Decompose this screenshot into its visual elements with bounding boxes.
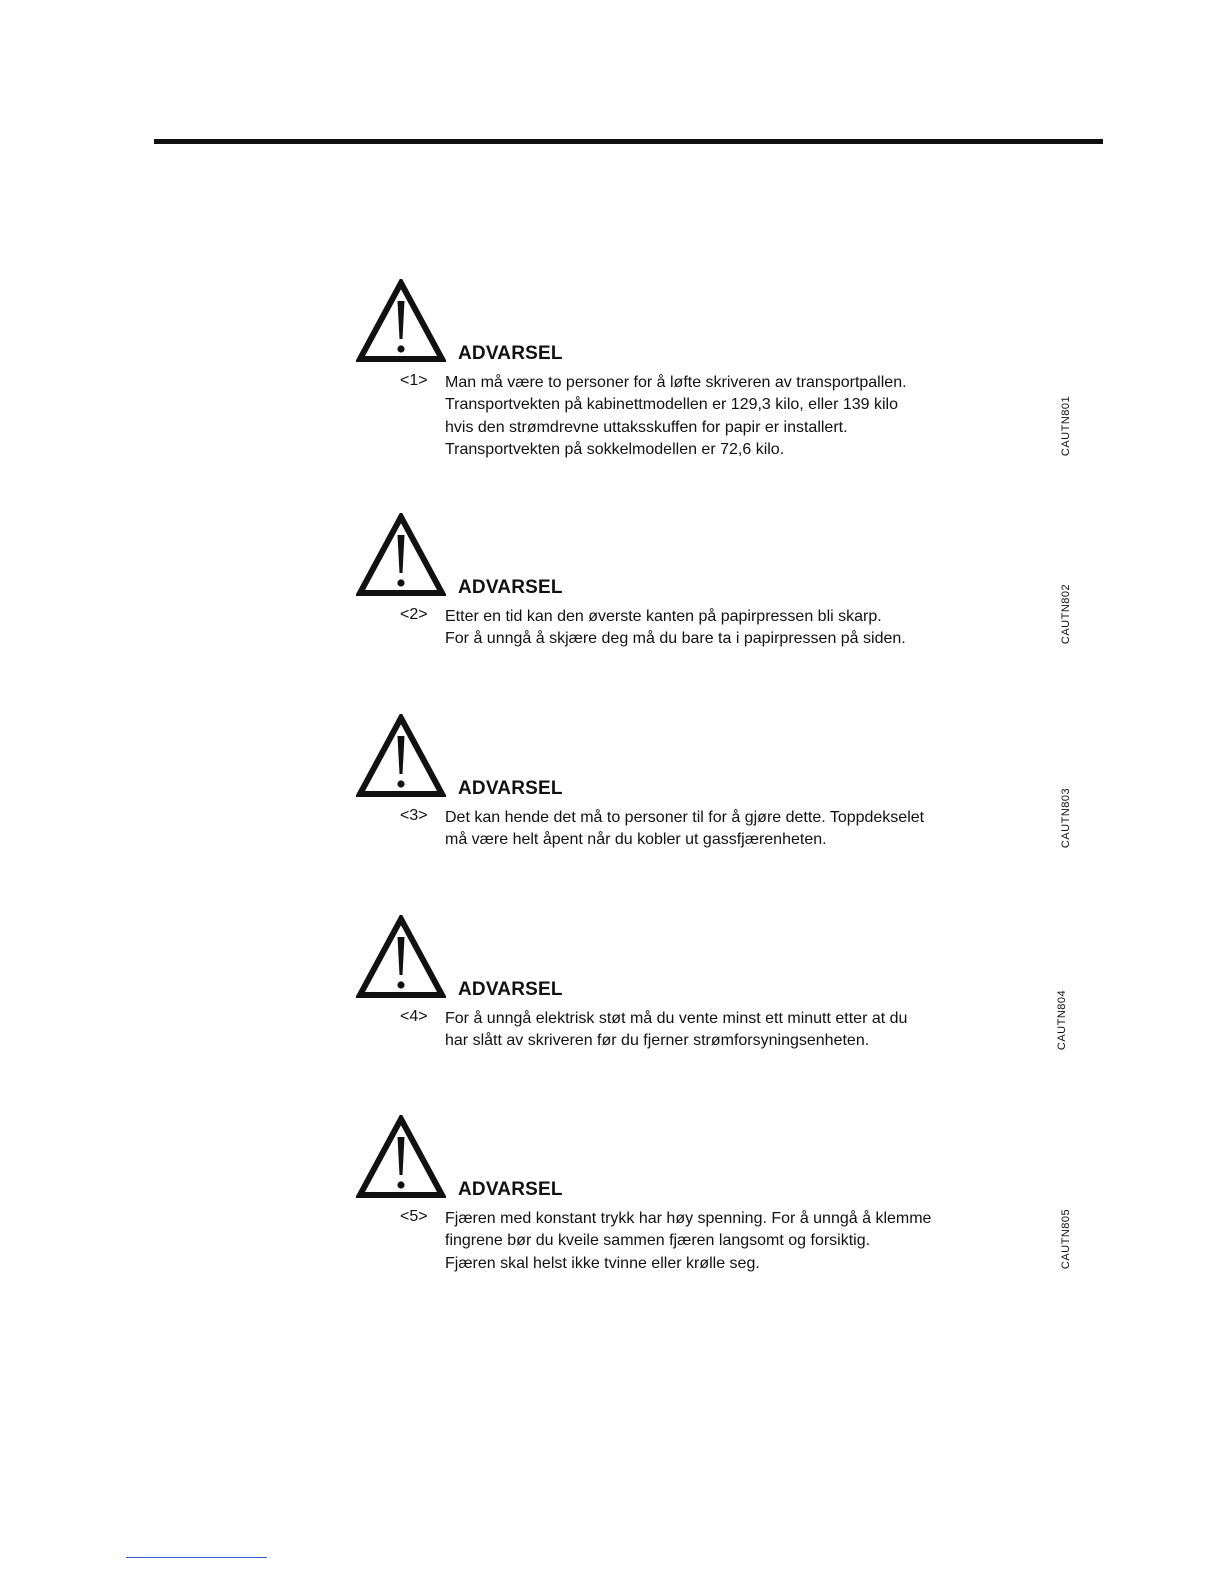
warning-text-line: Fjæren skal helst ikke tvinne eller krølle seg.: [445, 1254, 760, 1272]
warning-text: [445, 606, 1005, 651]
header-rule: [154, 139, 1103, 144]
warning-heading: ADVARSEL: [458, 778, 563, 799]
warning-text: [445, 372, 1005, 461]
warning-text-line: har slått av skriveren før du fjerner strømforsyningsenheten.: [445, 1032, 870, 1050]
warning-text-line: For å unngå elektrisk støt må du vente minst ett minutt etter at du: [445, 1010, 908, 1027]
warning-text: [445, 1208, 1005, 1275]
warning-triangle-icon: [356, 279, 446, 363]
caution-code: CAUTN805: [1060, 1208, 1072, 1270]
warning-number: <4>: [400, 1008, 428, 1025]
warning-triangle-icon: [356, 714, 446, 798]
warning-text: [445, 1008, 1005, 1053]
warning-text-line: Etter en tid kan den øverste kanten på papirpressen bli skarp.: [445, 608, 882, 625]
warning-number: <2>: [400, 606, 428, 623]
warning-text-line: fingrene bør du kveile sammen fjæren langsomt og forsiktig.: [445, 1232, 871, 1250]
warning-text-line: må være helt åpent når du kobler ut gassfjærenheten.: [445, 831, 827, 849]
warning-text-line: Man må være to personer for å løfte skriveren av transportpallen.: [445, 374, 907, 391]
caution-code: CAUTN801: [1060, 395, 1072, 457]
warning-triangle-icon: [356, 513, 446, 597]
warning-number: <3>: [400, 807, 428, 824]
warning-heading: ADVARSEL: [458, 979, 563, 1000]
warning-text-line: hvis den strømdrevne uttaksskuffen for papir er installert.: [445, 418, 848, 436]
warning-triangle-icon: [356, 1115, 446, 1199]
warning-text-line: Fjæren med konstant trykk har høy spenning. For å unngå å klemme: [445, 1210, 932, 1227]
caution-code: CAUTN803: [1060, 787, 1072, 849]
warning-text-line: Transportvekten på kabinettmodellen er 129,3 kilo, eller 139 kilo: [445, 396, 898, 414]
warning-text: [445, 807, 1005, 852]
warning-number: <1>: [400, 372, 428, 389]
warning-heading: ADVARSEL: [458, 577, 563, 598]
warning-number: <5>: [400, 1208, 428, 1225]
warning-text-line: Transportvekten på sokkelmodellen er 72,6 kilo.: [445, 440, 785, 458]
caution-code: CAUTN804: [1056, 989, 1068, 1051]
warning-heading: ADVARSEL: [458, 343, 563, 364]
warning-text-line: Det kan hende det må to personer til for å gjøre dette. Toppdekselet: [445, 809, 925, 826]
warning-heading: ADVARSEL: [458, 1179, 563, 1200]
warning-text-line: For å unngå å skjære deg må du bare ta i papirpressen på siden.: [445, 630, 906, 648]
caution-code: CAUTN802: [1060, 583, 1072, 645]
footer-rule: [126, 1557, 267, 1558]
warning-triangle-icon: [356, 915, 446, 999]
